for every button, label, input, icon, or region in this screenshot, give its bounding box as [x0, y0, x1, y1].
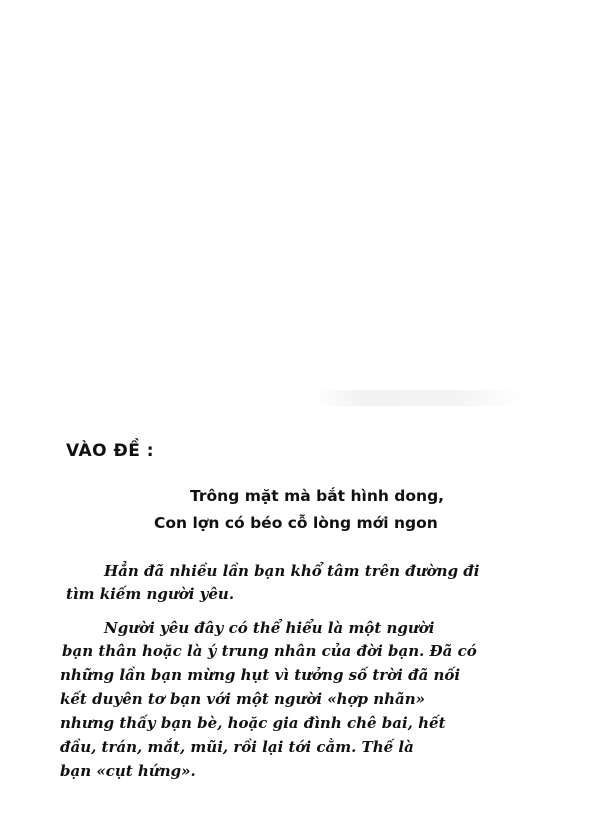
body-text-line: Người yêu đây có thể hiểu là một người [104, 619, 435, 637]
body-text-line: bạn «cụt hứng». [60, 762, 196, 780]
body-text-line: nhưng thấy bạn bè, hoặc gia đình chê bai, hết [60, 714, 446, 732]
epigraph-line: Trông mặt mà bắt hình dong, [190, 487, 445, 505]
section-heading: VÀO ĐỀ : [66, 441, 155, 461]
body-text-line: bạn thân hoặc là ý trung nhân của đời bạn. Đã có [62, 642, 477, 660]
body-text-line: những lần bạn mừng hụt vì tưởng số trời đã nối [60, 666, 461, 684]
body-text-line: kết duyên tơ bạn với một người «hợp nhãn» [60, 690, 426, 708]
epigraph-line: Con lợn có béo cỗ lòng mới ngon [154, 514, 438, 532]
body-text-line: Hẳn đã nhiều lần bạn khổ tâm trên đường đi [104, 562, 480, 580]
body-text-line: đầu, trán, mắt, mũi, rồi lại tới cằm. Thế là [60, 738, 414, 756]
body-text-line: tìm kiếm người yêu. [66, 585, 235, 603]
show-through-smudge [312, 390, 524, 406]
